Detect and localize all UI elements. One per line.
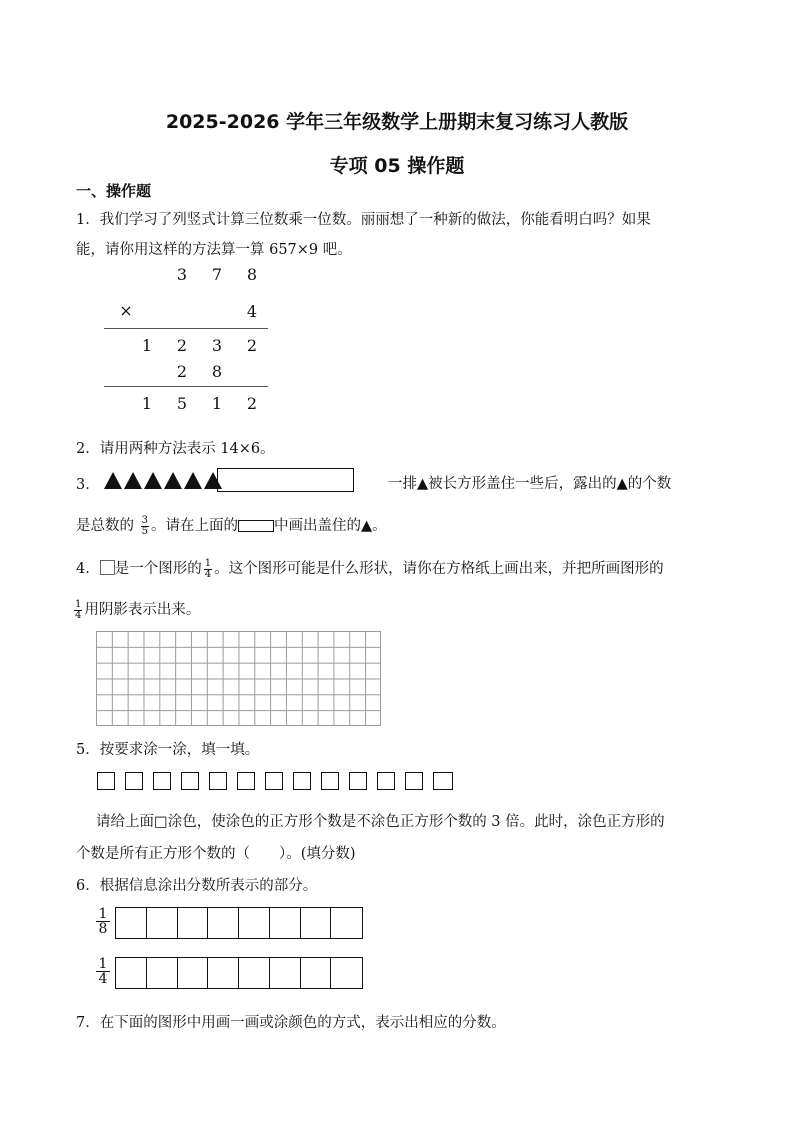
calc-digit: 1 (211, 394, 223, 413)
fraction-denominator: 4 (98, 971, 108, 987)
fraction-one-quarter (74, 600, 82, 621)
calc-rule (104, 328, 268, 329)
colorable-square[interactable] (405, 772, 423, 790)
q7-text: 7．在下面的图形中用画一画或涂颜色的方式，表示出相应的分数。 (76, 1015, 506, 1031)
fraction-numerator: 1 (204, 557, 212, 569)
fraction-numerator: 1 (75, 598, 82, 610)
q4-text-part: 4． (76, 561, 100, 577)
strip-cell[interactable] (331, 958, 362, 988)
q3-text-part: 。请在上面的 (150, 518, 238, 534)
fraction-numerator: 1 (96, 957, 110, 972)
fraction-strip-eighths[interactable] (115, 907, 363, 939)
colorable-square[interactable] (181, 772, 199, 790)
strip-fraction-label (96, 957, 110, 986)
q3-text-right: 一排▲被长方形盖住一些后，露出的▲的个数 (388, 476, 672, 492)
colorable-square[interactable] (125, 772, 143, 790)
colorable-square[interactable] (153, 772, 171, 790)
calc-digit: 8 (211, 362, 223, 381)
strip-cell[interactable] (178, 958, 209, 988)
fraction-numerator: 3 (141, 514, 148, 526)
strip-cell[interactable] (147, 908, 178, 938)
covering-rectangle[interactable] (217, 468, 354, 492)
q2-text: 2．请用两种方法表示 14×6。 (76, 441, 275, 457)
calc-digit: 4 (246, 302, 258, 321)
strip-cell[interactable] (270, 908, 301, 938)
calc-digit: 5 (176, 394, 188, 413)
calc-digit: 2 (246, 394, 258, 413)
fraction-denominator: 5 (141, 525, 148, 537)
small-rectangle-icon (238, 520, 274, 532)
fraction-three-fifths (141, 516, 149, 537)
q6-text: 6．根据信息涂出分数所表示的部分。 (76, 878, 318, 894)
strip-cell[interactable] (239, 908, 270, 938)
calc-digit: 2 (176, 362, 188, 381)
page-subtitle: 专项 05 操作题 (329, 155, 465, 177)
q4-text-part: 。这个图形可能是什么形状，请你在方格纸上画出来，并把所画图形的 (214, 561, 664, 577)
colorable-square[interactable] (237, 772, 255, 790)
triangle-icon (164, 472, 182, 489)
q3-text-line2 (76, 514, 387, 537)
triangle-row (104, 472, 224, 493)
fraction-one-quarter (204, 559, 212, 580)
calc-digit: 3 (176, 265, 188, 284)
strip-cell[interactable] (239, 958, 270, 988)
strip-cell[interactable] (208, 958, 239, 988)
q3-number: 3． (76, 477, 100, 493)
page-title: 2025-2026 学年三年级数学上册期末复习练习人教版 (165, 111, 629, 133)
strip-cell[interactable] (208, 908, 239, 938)
fraction-denominator: 8 (98, 921, 108, 937)
times-sign: × (119, 301, 133, 320)
section-heading: 一、操作题 (76, 182, 152, 200)
q4-text-part: 用阴影表示出来。 (84, 602, 201, 618)
triangle-icon (144, 472, 162, 489)
q3-text-part: 是总数的 (76, 518, 134, 534)
small-square-icon (100, 560, 115, 575)
triangle-icon (104, 472, 122, 489)
strip-cell[interactable] (331, 908, 362, 938)
strip-cell[interactable] (270, 958, 301, 988)
q4-text-line2 (74, 598, 200, 621)
q3-text-part: 中画出盖住的▲。 (273, 518, 387, 534)
colorable-square[interactable] (265, 772, 283, 790)
q5-text: 5．按要求涂一涂，填一填。 (76, 742, 260, 758)
fraction-denominator: 4 (75, 609, 82, 621)
strip-cell[interactable] (301, 958, 332, 988)
fraction-denominator: 4 (204, 568, 212, 580)
calc-digit: 2 (176, 336, 188, 355)
calc-digit: 1 (141, 336, 153, 355)
triangle-icon (184, 472, 202, 489)
q1-text-line1: 1．我们学习了列竖式计算三位数乘一位数。丽丽想了一种新的做法，你能看明白吗？如果 (76, 212, 651, 228)
triangle-icon (124, 472, 142, 489)
q5-text-line3: 个数是所有正方形个数的（ ）。(填分数) (76, 846, 356, 862)
strip-cell[interactable] (116, 958, 147, 988)
colorable-square[interactable] (293, 772, 311, 790)
calc-rule (104, 386, 268, 387)
strip-fraction-label (96, 907, 110, 936)
colorable-square[interactable] (209, 772, 227, 790)
strip-cell[interactable] (116, 908, 147, 938)
colorable-square[interactable] (349, 772, 367, 790)
colorable-square[interactable] (321, 772, 339, 790)
colorable-square[interactable] (433, 772, 453, 790)
q4-text-line1 (76, 557, 664, 580)
strip-cell[interactable] (178, 908, 209, 938)
strip-cell[interactable] (301, 908, 332, 938)
calc-digit: 1 (141, 394, 153, 413)
q4-text-part: 是一个图形的 (114, 561, 202, 577)
grid-paper[interactable] (96, 631, 381, 726)
colorable-square[interactable] (97, 772, 115, 790)
q5-text-line2: 请给上面□涂色，使涂色的正方形个数是不涂色正方形个数的 3 倍。此时，涂色正方形的 (96, 814, 665, 830)
calc-digit: 2 (246, 336, 258, 355)
calc-digit: 8 (246, 265, 258, 284)
q1-text-line2: 能，请你用这样的方法算一算 657×9 吧。 (76, 242, 352, 258)
fraction-strip-quarters[interactable] (115, 957, 363, 989)
calc-digit: 3 (211, 336, 223, 355)
calc-digit: 7 (211, 265, 223, 284)
colorable-square[interactable] (377, 772, 395, 790)
strip-cell[interactable] (147, 958, 178, 988)
fraction-numerator: 1 (96, 907, 110, 922)
